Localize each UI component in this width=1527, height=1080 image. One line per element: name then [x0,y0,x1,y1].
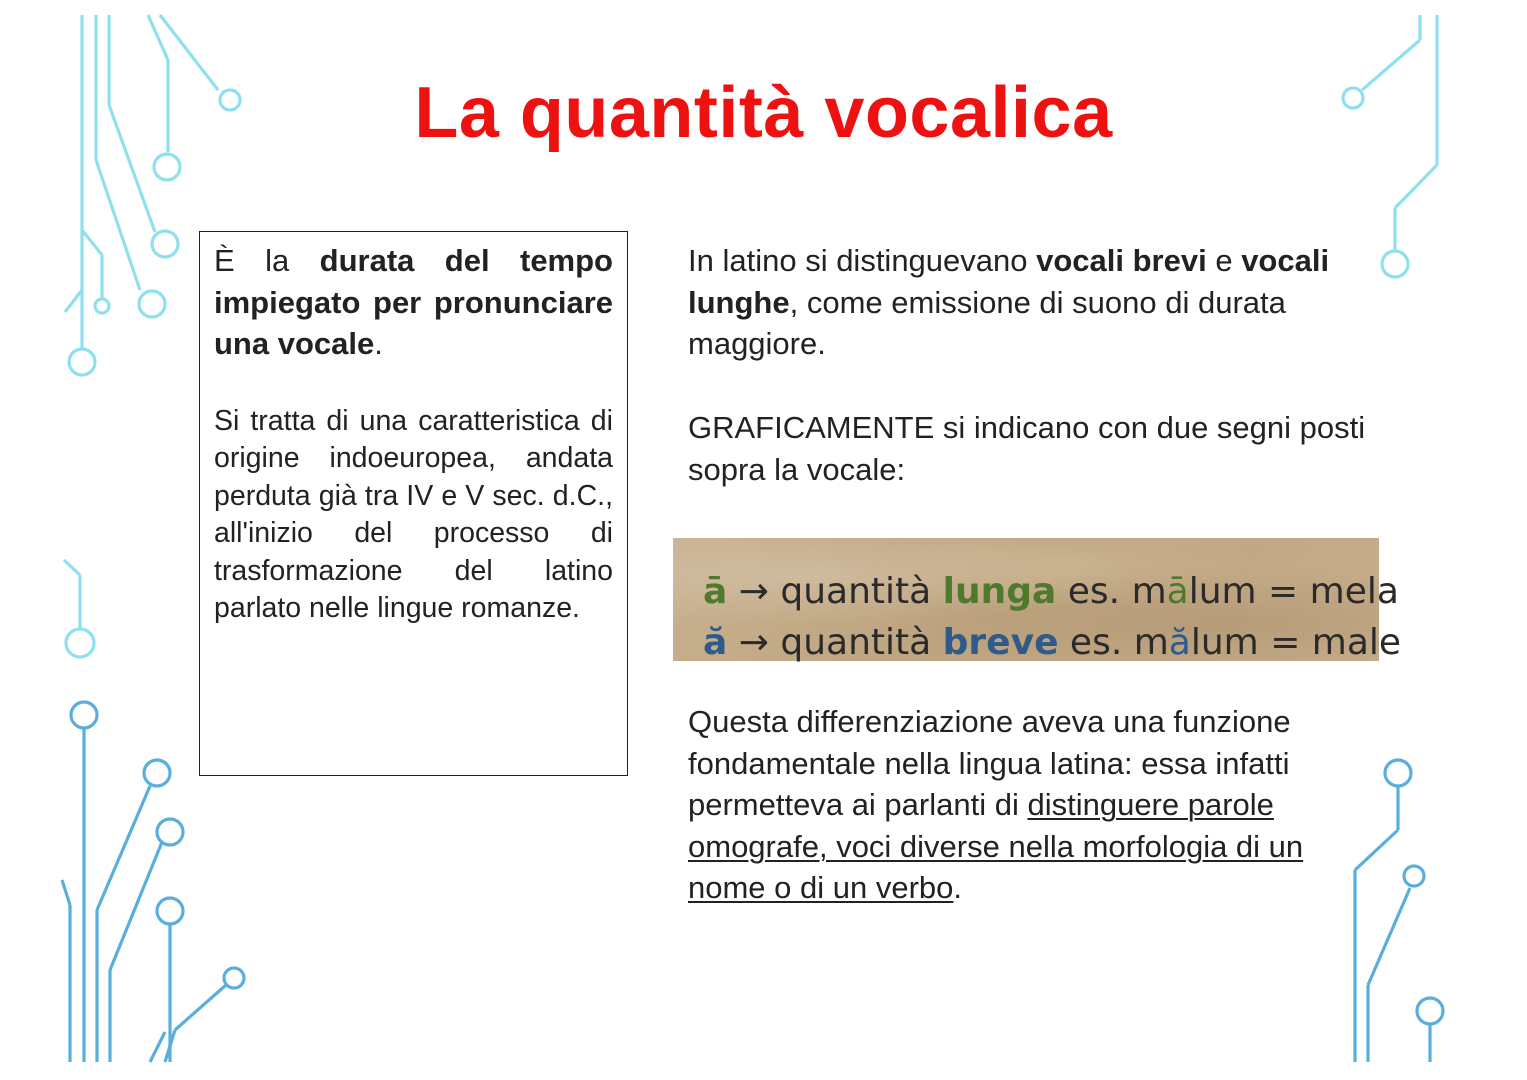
row-long-example-b: lum = mela [1188,571,1399,612]
p1-text-d: , come emissione di suono di durata maggiore. [688,284,1286,361]
keyword-long: lunga [942,571,1057,612]
p1-bold-short: vocali brevi [1036,243,1207,278]
row-short [703,617,1402,668]
paragraph-vowels [688,240,1388,365]
p1-text-a: In latino si distinguevano [688,243,1037,278]
breve-symbol: ă [703,622,728,663]
row-short-example-b: lum = male [1190,622,1402,663]
definition-note: Si tratta di una caratteristica di origine indoeuropea, andata perduta già tra IV e V sec. d.C., all'inizio del processo di trasformazione del latino parlato nelle lingue romanze. [214,404,613,624]
p3-underlined: distinguere parole omografe, voci diverse nella morfologia di un nome o di un verbo [688,787,1304,905]
paragraph-graphics: GRAFICAMENTE si indicano con due segni posti sopra la vocale: [688,410,1366,487]
arrow-icon: → [738,571,769,612]
arrow-icon: → [738,622,769,663]
quantity-banner [673,538,1402,663]
definition-intro: È la [214,243,320,278]
row-long [703,566,1399,617]
p3-text: Questa differenziazione aveva una funzione fondamentale nella lingua latina: essa infatti permetteva ai parlanti di [688,704,1291,822]
p1-text-c: e [1206,243,1242,278]
row-short-example-a: es. m [1058,622,1169,663]
macron-symbol: ā [703,571,728,612]
p3-end: . [953,870,963,905]
definition-end: . [374,326,383,361]
row-long-example-vowel: ā [1166,571,1189,612]
page-title: La quantità vocalica [414,73,1113,153]
p1-bold-long: vocali lunghe [688,243,1330,320]
row-short-example-vowel: ă [1168,622,1191,663]
row-long-text: quantità [768,571,943,612]
keyword-short: breve [942,622,1059,663]
definition-text [214,240,613,365]
paragraph-function [688,701,1388,909]
definition-box [199,231,628,776]
row-short-text: quantità [768,622,943,663]
row-long-example-a: es. m [1056,571,1167,612]
definition-bold: durata del tempo impiegato per pronunciare una vocale [214,243,613,361]
